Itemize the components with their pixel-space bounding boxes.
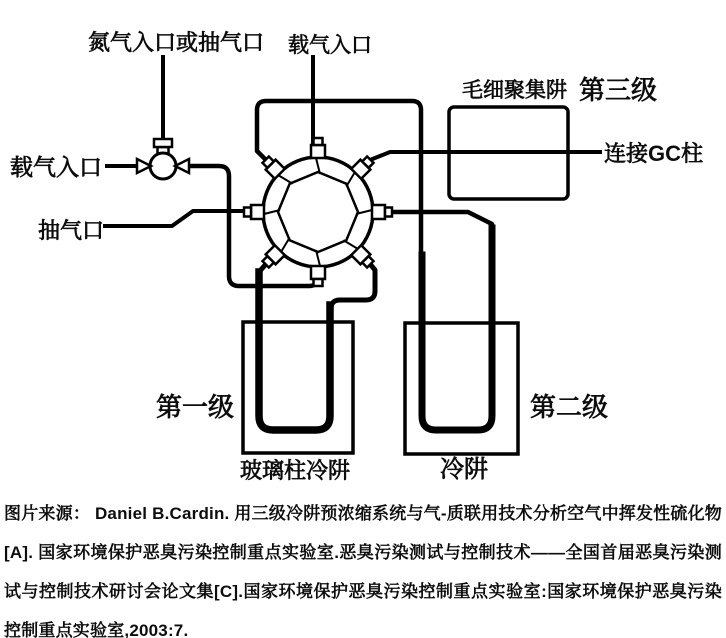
glass-trap-u-tube xyxy=(259,272,330,430)
source-caption: 图片来源： Daniel B.Cardin. 用三级冷阱预浓缩系统与气-质联用技术分析空气中挥发性硫化物[A]. 国家环境保护恶臭污染控制重点实验室.恶臭污染测试与控制技术——全国首届恶臭污染测试与控制技术研讨会论文集[C].国家环境保护恶臭污染控制重点实验室:国家环境保护恶臭污染控制重点实验室,2003:7. xyxy=(4,504,722,638)
glass-trap-label: 玻璃柱冷阱 xyxy=(240,458,351,483)
stage3-label: 第三级 xyxy=(579,75,658,105)
rotary-valve xyxy=(244,138,392,286)
cold-trap-u-tube xyxy=(422,228,492,430)
carrier-left-label: 载气入口 xyxy=(10,154,102,180)
carrier-top-label: 载气入口 xyxy=(288,34,372,57)
tee-right-fitting xyxy=(175,159,189,173)
gc-column-label: 连接GC柱 xyxy=(604,141,704,166)
tee-body xyxy=(150,153,176,179)
capillary-trap-label: 毛细聚集阱 xyxy=(462,79,567,102)
tee-top-cap xyxy=(154,139,172,147)
tee-left-fitting xyxy=(137,159,151,173)
stage1-label: 第一级 xyxy=(156,392,235,422)
tee-valve xyxy=(137,139,189,179)
gc-line xyxy=(370,152,600,160)
stage2-label: 第二级 xyxy=(530,392,609,422)
bottomright-port-line xyxy=(331,264,375,330)
cold-trap-label: 冷阱 xyxy=(440,456,488,483)
n2-inlet-label: 氮气入口或抽气口 xyxy=(88,30,265,55)
pump-port-label: 抽气口 xyxy=(38,218,105,243)
right-port-line xyxy=(391,212,492,300)
